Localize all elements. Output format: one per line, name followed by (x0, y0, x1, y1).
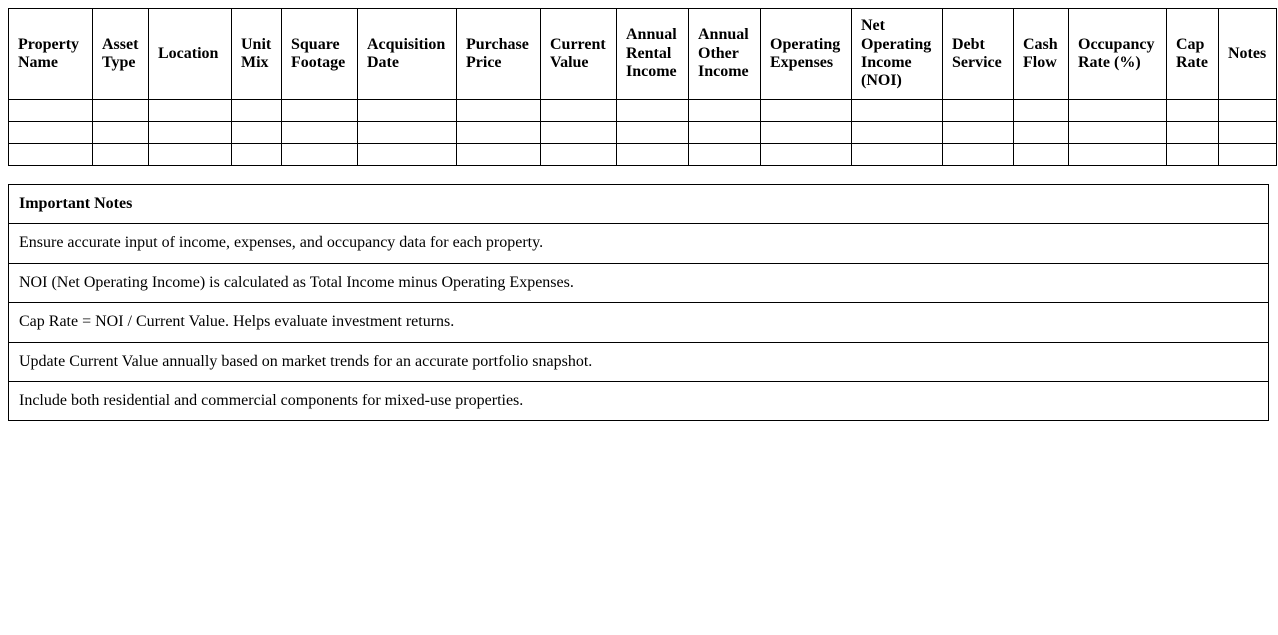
table-cell-empty[interactable] (1219, 122, 1277, 144)
column-header-property-name: Property Name (9, 9, 93, 100)
column-header-debt-service: Debt Service (943, 9, 1014, 100)
column-header-current-value: Current Value (541, 9, 617, 100)
table-cell-empty[interactable] (617, 100, 689, 122)
table-cell-empty[interactable] (541, 144, 617, 166)
column-header-annual-other-income: Annual Other Income (689, 9, 761, 100)
note-row (9, 263, 1269, 302)
table-cell-empty[interactable] (1014, 100, 1069, 122)
table-cell-empty[interactable] (93, 144, 149, 166)
column-header-annual-rental-income: Annual Rental Income (617, 9, 689, 100)
note-text: Update Current Value annually based on market trends for an accurate portfolio snapshot. (9, 342, 1269, 381)
header-row (9, 9, 1277, 100)
table-cell-empty[interactable] (1219, 100, 1277, 122)
column-header-operating-expenses: Operating Expenses (761, 9, 852, 100)
table-cell-empty[interactable] (149, 100, 232, 122)
table-cell-empty[interactable] (149, 122, 232, 144)
portfolio-table (8, 8, 1277, 166)
important-notes-table (8, 184, 1269, 421)
table-cell-empty[interactable] (943, 100, 1014, 122)
table-cell-empty[interactable] (93, 122, 149, 144)
table-cell-empty[interactable] (232, 122, 282, 144)
table-cell-empty[interactable] (689, 122, 761, 144)
column-header-unit-mix: Unit Mix (232, 9, 282, 100)
column-header-cash-flow: Cash Flow (1014, 9, 1069, 100)
table-row (9, 144, 1277, 166)
table-cell-empty[interactable] (1167, 144, 1219, 166)
table-cell-empty[interactable] (541, 100, 617, 122)
table-cell-empty[interactable] (1069, 100, 1167, 122)
table-cell-empty[interactable] (9, 144, 93, 166)
table-cell-empty[interactable] (1167, 100, 1219, 122)
table-cell-empty[interactable] (1069, 144, 1167, 166)
portfolio-table-header (9, 9, 1277, 100)
note-text: Cap Rate = NOI / Current Value. Helps evaluate investment returns. (9, 303, 1269, 342)
table-cell-empty[interactable] (9, 122, 93, 144)
table-cell-empty[interactable] (93, 100, 149, 122)
column-header-cap-rate: Cap Rate (1167, 9, 1219, 100)
table-cell-empty[interactable] (541, 122, 617, 144)
portfolio-table-body (9, 100, 1277, 166)
table-cell-empty[interactable] (1014, 144, 1069, 166)
table-cell-empty[interactable] (358, 122, 457, 144)
table-cell-empty[interactable] (617, 122, 689, 144)
column-header-notes: Notes (1219, 9, 1277, 100)
table-cell-empty[interactable] (852, 100, 943, 122)
table-cell-empty[interactable] (617, 144, 689, 166)
column-header-location: Location (149, 9, 232, 100)
column-header-acquisition-date: Acquisition Date (358, 9, 457, 100)
table-cell-empty[interactable] (457, 100, 541, 122)
table-cell-empty[interactable] (282, 122, 358, 144)
table-cell-empty[interactable] (1069, 122, 1167, 144)
table-cell-empty[interactable] (457, 144, 541, 166)
note-text: Ensure accurate input of income, expenses, and occupancy data for each property. (9, 224, 1269, 263)
table-cell-empty[interactable] (282, 144, 358, 166)
table-cell-empty[interactable] (9, 100, 93, 122)
column-header-purchase-price: Purchase Price (457, 9, 541, 100)
column-header-occupancy-rate: Occupancy Rate (%) (1069, 9, 1167, 100)
table-cell-empty[interactable] (149, 144, 232, 166)
table-cell-empty[interactable] (852, 122, 943, 144)
table-cell-empty[interactable] (1219, 144, 1277, 166)
note-row (9, 381, 1269, 420)
column-header-asset-type: Asset Type (93, 9, 149, 100)
table-cell-empty[interactable] (358, 100, 457, 122)
table-cell-empty[interactable] (1014, 122, 1069, 144)
table-cell-empty[interactable] (943, 144, 1014, 166)
table-row (9, 122, 1277, 144)
note-row (9, 342, 1269, 381)
note-row (9, 224, 1269, 263)
table-cell-empty[interactable] (282, 100, 358, 122)
table-cell-empty[interactable] (232, 144, 282, 166)
notes-title-row (9, 185, 1269, 224)
note-row (9, 303, 1269, 342)
table-cell-empty[interactable] (457, 122, 541, 144)
column-header-square-footage: Square Footage (282, 9, 358, 100)
table-cell-empty[interactable] (761, 144, 852, 166)
note-text: Include both residential and commercial components for mixed-use properties. (9, 381, 1269, 420)
table-cell-empty[interactable] (358, 144, 457, 166)
note-text: NOI (Net Operating Income) is calculated as Total Income minus Operating Expenses. (9, 263, 1269, 302)
table-cell-empty[interactable] (943, 122, 1014, 144)
table-cell-empty[interactable] (232, 100, 282, 122)
table-cell-empty[interactable] (689, 144, 761, 166)
table-cell-empty[interactable] (1167, 122, 1219, 144)
table-cell-empty[interactable] (761, 122, 852, 144)
table-cell-empty[interactable] (852, 144, 943, 166)
column-header-net-operating-income: Net Operating Income (NOI) (852, 9, 943, 100)
table-cell-empty[interactable] (689, 100, 761, 122)
notes-title: Important Notes (9, 185, 1269, 224)
table-cell-empty[interactable] (761, 100, 852, 122)
table-row (9, 100, 1277, 122)
